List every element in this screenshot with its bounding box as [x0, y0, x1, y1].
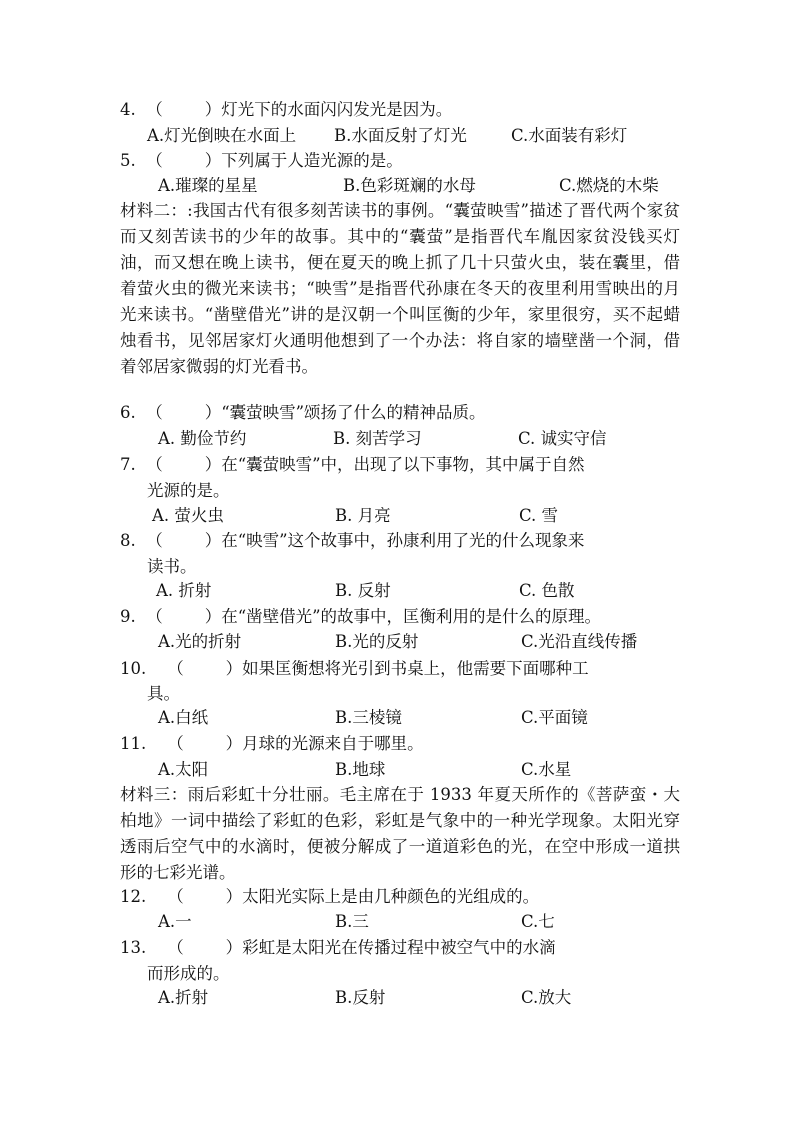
question-8-stem-line-1: 8. （ ）在“映雪”这个故事中，孙康利用了光的什么现象来: [120, 531, 585, 550]
question-7-stem-line-1: 7. （ ）在“囊萤映雪”中，出现了以下事物，其中属于自然: [120, 455, 585, 474]
question-11-option-a: A.太阳: [158, 760, 209, 779]
question-8-option-b: B. 反射: [335, 581, 391, 600]
question-7-stem-line-2: 光源的是。: [147, 481, 230, 500]
question-7-option-a: A. 萤火虫: [152, 506, 224, 525]
question-13-option-b: B.反射: [335, 988, 386, 1007]
question-8-stem-line-2: 读书。: [147, 557, 197, 576]
question-13-stem-line-2: 而形成的。: [147, 964, 230, 983]
question-13-stem-line-1: 13. （ ）彩虹是太阳光在传播过程中被空气中的水滴: [120, 938, 556, 957]
question-7-option-b: B. 月亮: [335, 506, 391, 525]
question-5-option-b: B.色彩斑斓的水母: [343, 176, 476, 195]
question-13-option-c: C.放大: [521, 988, 572, 1007]
question-4-stem: 4. （ ）灯光下的水面闪闪发光是因为。: [120, 100, 453, 119]
question-5-option-a: A.璀璨的星星: [158, 176, 258, 195]
question-12-stem: 12. （ ）太阳光实际上是由几种颜色的光组成的。: [120, 887, 540, 906]
material-two-paragraph: 材料二：:我国古代有很多刻苦读书的事例。“囊萤映雪”描述了晋代两个家贫而又刻苦读书的少年的故事。其中的“囊萤”是指晋代车胤因家贫没钱买灯油，而又想在晚上读书，便在夏天的晚上抓了几十只萤火虫，装在囊里，借着萤火虫的微光来读书；“映雪”是指晋代孙康在冬天的夜里利用雪映出的月光来读书。“凿壁借光”讲的是汉朝一个叫匡衡的少年，家里很穷，买不起蜡烛看书，见邻居家灯火通明他想到了一个办法：将自家的墙壁凿一个洞，借着邻居家微弱的灯光看书。: [120, 201, 680, 376]
question-13-option-a: A.折射: [158, 988, 209, 1007]
question-7-option-c: C. 雪: [519, 506, 559, 525]
question-4-option-c: C.水面装有彩灯: [511, 126, 628, 145]
question-6-stem: 6. （ ）“囊萤映雪”颂扬了什么的精神品质。: [120, 403, 486, 422]
question-10-stem-line-2: 具。: [147, 684, 180, 703]
question-11-stem: 11. （ ）月球的光源来自于哪里。: [120, 734, 424, 753]
question-5-stem: 5. （ ）下列属于人造光源的是。: [120, 151, 403, 170]
question-12-option-c: C.七: [521, 912, 555, 931]
question-10-stem-line-1: 10. （ ）如果匡衡想将光引到书桌上，他需要下面哪种工: [120, 659, 589, 678]
question-11-option-b: B.地球: [335, 760, 386, 779]
question-10-option-c: C.平面镜: [521, 708, 588, 727]
question-6-option-a: A. 勤俭节约: [158, 429, 247, 448]
material-three-paragraph: 材料三：雨后彩虹十分壮丽。毛主席在于 1933 年夏天所作的《菩萨蛮・大柏地》一词中描绘了彩虹的色彩，彩虹是气象中的一种光学现象。太阳光穿透雨后空气中的水滴时，便被分解成了一道道彩色的光，在空中形成一道拱形的七彩光谱。: [120, 785, 680, 882]
question-12-option-a: A.一: [158, 912, 192, 931]
question-10-option-b: B.三棱镜: [335, 708, 402, 727]
question-6-option-c: C. 诚实守信: [518, 429, 607, 448]
question-11-option-c: C.水星: [521, 760, 572, 779]
question-8-option-a: A. 折射: [156, 581, 212, 600]
question-4-option-b: B.水面反射了灯光: [334, 126, 467, 145]
question-9-option-c: C.光沿直线传播: [521, 632, 638, 651]
question-12-option-b: B.三: [335, 912, 369, 931]
question-6-option-b: B. 刻苦学习: [333, 429, 422, 448]
question-8-option-c: C. 色散: [519, 581, 575, 600]
question-4-option-a: A.灯光倒映在水面上: [147, 126, 297, 145]
question-10-option-a: A.白纸: [158, 708, 209, 727]
question-9-option-b: B.光的反射: [335, 632, 419, 651]
question-5-option-c: C.燃烧的木柴: [559, 176, 659, 195]
question-9-stem: 9. （ ）在“凿壁借光”的故事中，匡衡利用的是什么的原理。: [120, 607, 602, 626]
question-9-option-a: A.光的折射: [158, 632, 242, 651]
